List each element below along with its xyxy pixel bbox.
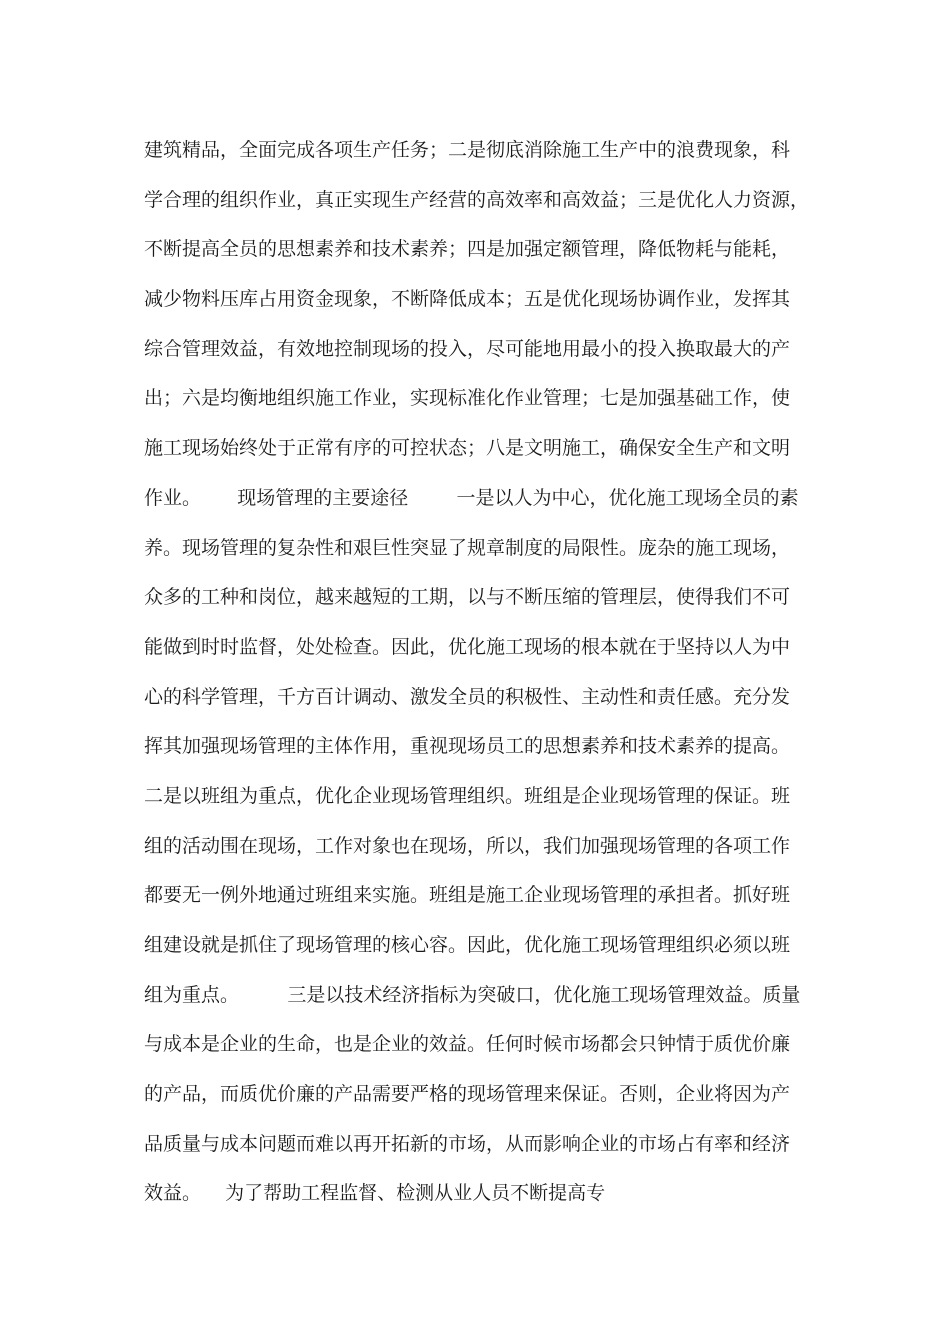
text-line: 作业。 现场管理的主要途径 一是以人为中心，优化施工现场全员的素 (144, 486, 799, 509)
text-line: 不断提高全员的思想素养和技术素养；四是加强定额管理，降低物耗与能耗， (144, 238, 791, 261)
text-line: 效益。 为了帮助工程监督、检测从业人员不断提高专 (144, 1182, 606, 1205)
text-line: 减少物料压库占用资金现象，不断降低成本；五是优化现场协调作业，发挥其 (144, 288, 791, 311)
text-line: 学合理的组织作业，真正实现生产经营的高效率和高效益；三是优化人力资源， (144, 188, 810, 211)
text-line: 二是以班组为重点，优化企业现场管理组织。班组是企业现场管理的保证。班 (144, 784, 791, 807)
text-line: 能做到时时监督，处处检查。因此，优化施工现场的根本就在于坚持以人为中 (144, 635, 791, 658)
text-line: 心的科学管理，千方百计调动、激发全员的积极性、主动性和责任感。充分发 (144, 685, 791, 708)
text-line: 组为重点。 三是以技术经济指标为突破口，优化施工现场管理效益。质量 (144, 983, 801, 1006)
text-line: 施工现场始终处于正常有序的可控状态；八是文明施工，确保安全生产和文明 (144, 437, 791, 460)
text-line: 组的活动围在现场，工作对象也在现场，所以，我们加强现场管理的各项工作 (144, 834, 791, 857)
text-line: 挥其加强现场管理的主体作用，重视现场员工的思想素养和技术素养的提高。 (144, 735, 791, 758)
text-line: 与成本是企业的生命，也是企业的效益。任何时候市场都会只钟情于质优价廉 (144, 1033, 791, 1056)
text-line: 组建设就是抓住了现场管理的核心容。因此，优化施工现场管理组织必须以班 (144, 934, 791, 956)
text-line: 养。现场管理的复杂性和艰巨性突显了规章制度的局限性。庞杂的施工现场， (144, 536, 791, 559)
text-line: 众多的工种和岗位，越来越短的工期，以与不断压缩的管理层，使得我们不可 (144, 586, 791, 609)
text-line: 综合管理效益，有效地控制现场的投入，尽可能地用最小的投入换取最大的产 (144, 337, 791, 360)
text-line: 出；六是均衡地组织施工作业，实现标准化作业管理；七是加强基础工作，使 (144, 387, 791, 410)
text-line: 建筑精品，全面完成各项生产任务；二是彻底消除施工生产中的浪费现象，科 (144, 139, 791, 161)
text-line: 品质量与成本问题而难以再开拓新的市场，从而影响企业的市场占有率和经济 (144, 1132, 791, 1155)
text-line: 都要无一例外地通过班组来实施。班组是施工企业现场管理的承担者。抓好班 (144, 884, 791, 907)
text-line: 的产品，而质优价廉的产品需要严格的现场管理来保证。否则，企业将因为产 (144, 1083, 791, 1106)
body-text (144, 130, 824, 1223)
